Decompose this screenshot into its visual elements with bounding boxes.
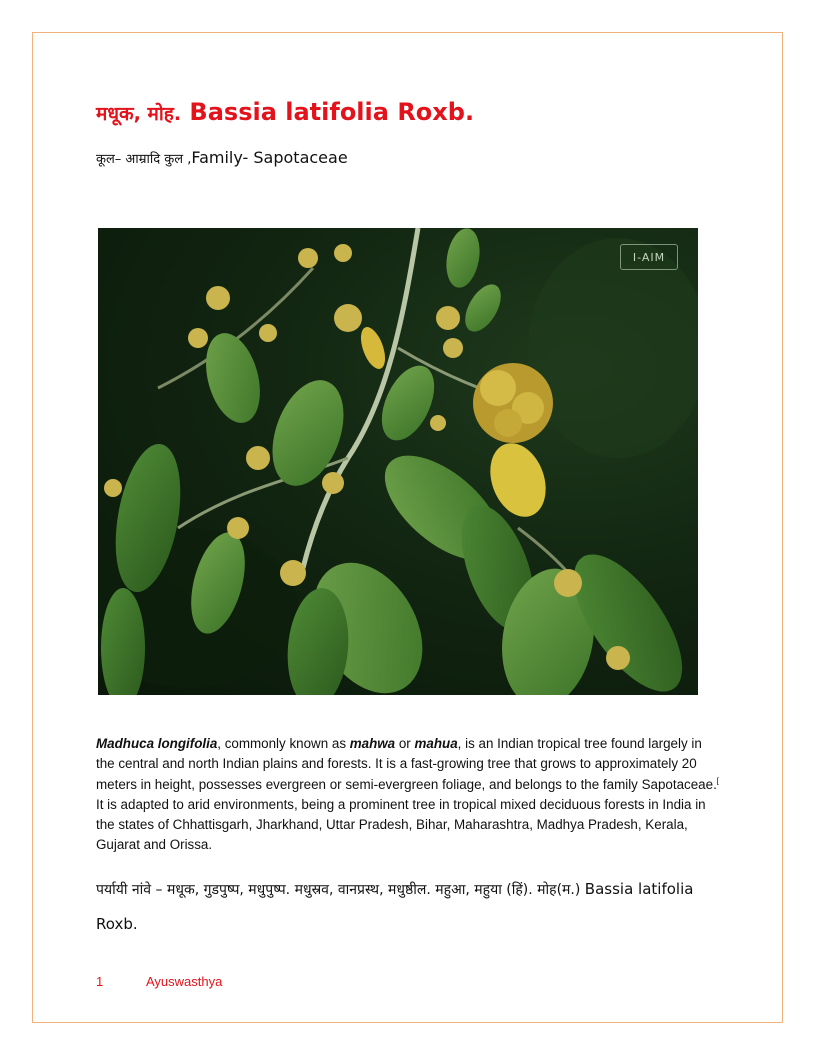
title-hindi: मधूक, मोह. (96, 103, 182, 125)
mahua-tree-photo (98, 228, 698, 695)
common-name-mahwa: mahwa (349, 736, 396, 751)
page-footer (96, 974, 222, 989)
page-number: 1 (96, 974, 104, 989)
synonyms-latin: Bassia latifolia Roxb. (96, 880, 694, 933)
foliage-illustration (98, 228, 698, 695)
watermark-logo: I-AIM (620, 244, 678, 270)
description-text-2: or (395, 736, 415, 751)
citation-link[interactable]: [ (716, 776, 720, 786)
title-latin: Bassia latifolia Roxb. (189, 98, 475, 126)
description-text-4: It is adapted to arid environments, being a prominent tree in tropical mixed deciduous forests in India in the states of Chhattisgarh, Jharkhand, Uttar Pradesh, Bihar, Maharashtra, Madhya Pradesh, Kerala, Gujarat and Orissa. (96, 796, 706, 853)
synonyms-line (96, 872, 726, 942)
species-name: Madhuca longifolia (96, 736, 218, 751)
page-title (96, 98, 474, 126)
description-paragraph (96, 734, 722, 856)
description-text-3: , is an Indian tropical tree found largely in the central and north Indian plains and forests. It is a fast-growing tree that grows to approximately 20 meters in height, possesses evergreen or semi-evergreen foliage, and belongs to the family Sapotaceae. (96, 736, 717, 792)
common-name-mahua: mahua (414, 736, 458, 751)
synonyms-hindi: पर्यायी नांवे – मधूक, गुडपुष्प, मधुपुष्प. मधुस्रव, वानप्रस्थ, मधुष्ठील. महुआ, महुया (हिं). मोह(म.) (96, 882, 585, 898)
footer-site-name: Ayuswasthya (146, 974, 223, 989)
family-latin: Family- Sapotaceae (191, 148, 348, 167)
family-line (96, 148, 348, 167)
description-text-1: , commonly known as (217, 736, 350, 751)
family-prefix: कूल– आम्रादि कुल , (96, 152, 192, 167)
